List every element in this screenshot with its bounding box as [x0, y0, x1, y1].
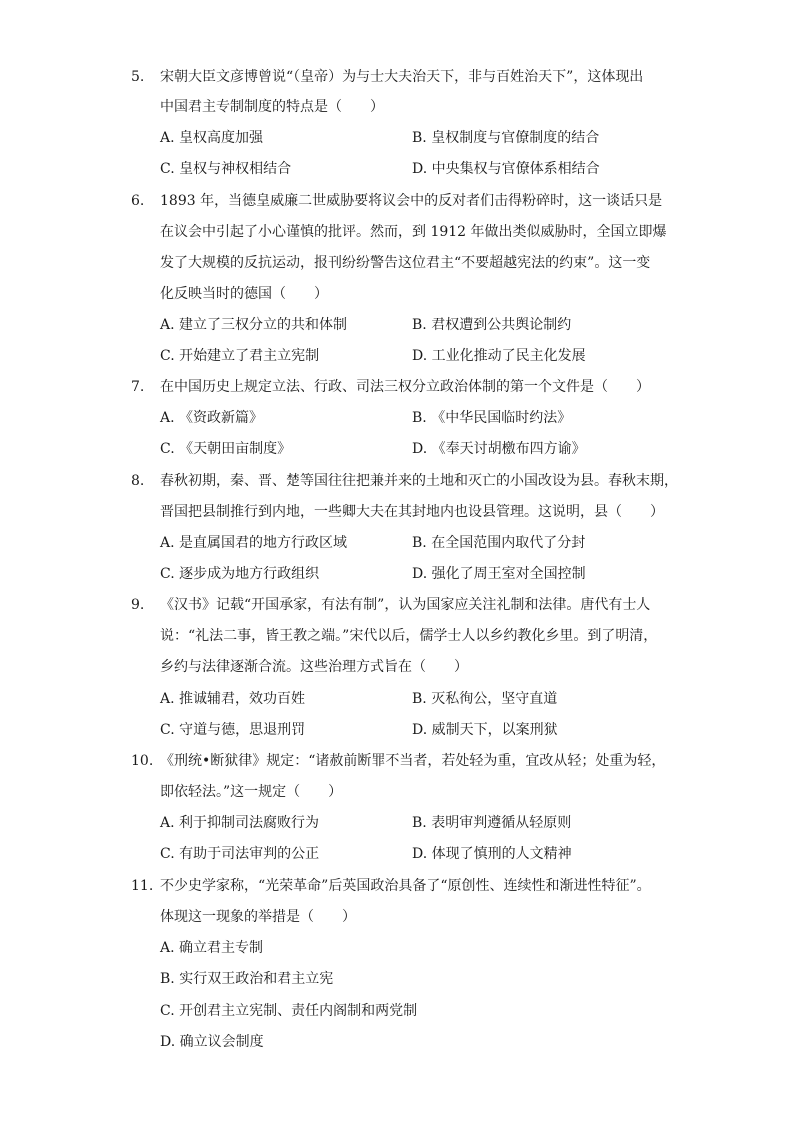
question-stem-line: 《汉书》记载“开国承家，有法有制”，认为国家应关注礼制和法律。唐代有士人: [160, 597, 651, 613]
option-d: D. 工业化推动了民主化发展: [412, 348, 586, 364]
question-stem-line: 春秋初期，秦、晋、楚等国往往把兼并来的土地和灭亡的小国改设为县。春秋末期，: [160, 473, 678, 489]
option-c: C. 皇权与神权相结合: [160, 161, 292, 177]
question-stem-line: 晋国把县制推行到内地，一些卿大夫在其封地内也设县管理。这说明，县（ ）: [160, 504, 664, 520]
option-d: D. 强化了周王室对全国控制: [412, 566, 586, 582]
question-stem-line: 1893 年，当德皇威廉二世威胁要将议会中的反对者们击得粉碎时，这一谈话只是: [160, 193, 663, 209]
question-number: 9.: [131, 597, 145, 613]
question-number: 10.: [131, 753, 154, 769]
question-stem-line: 体现这一现象的举措是（ ）: [160, 909, 356, 925]
question-stem-line: 不少史学家称，“光荣革命”后英国政治具备了“原创性、连续性和渐进性特征”。: [160, 878, 651, 894]
option-b: B. 在全国范围内取代了分封: [412, 535, 586, 551]
option-d: D. 体现了慎刑的人文精神: [412, 846, 572, 862]
option-c: C. 开始建立了君主立宪制: [160, 348, 320, 364]
question-stem-line: 在中国历史上规定立法、行政、司法三权分立政治体制的第一个文件是（ ）: [160, 379, 650, 395]
option-b: B. 灭私徇公，坚守直道: [412, 691, 558, 707]
option-a: A. 《资政新篇》: [160, 410, 264, 426]
option-a: A. 推诚辅君，效功百姓: [160, 691, 306, 707]
question-number: 11.: [131, 878, 154, 894]
option-c: C. 开创君主立宪制、责任内阁制和两党制: [160, 1003, 418, 1019]
option-b: B. 《中华民国临时约法》: [412, 410, 572, 426]
option-b: B. 皇权制度与官僚制度的结合: [412, 130, 600, 146]
question-number: 8.: [131, 473, 145, 489]
option-a: A. 建立了三权分立的共和体制: [160, 317, 348, 333]
option-b: B. 君权遭到公共舆论制约: [412, 317, 572, 333]
question-stem-line: 化反映当时的德国（ ）: [160, 286, 328, 302]
question-stem-line: 乡约与法律逐渐合流。这些治理方式旨在（ ）: [160, 659, 468, 675]
option-a: A. 是直属国君的地方行政区域: [160, 535, 348, 551]
question-number: 7.: [131, 379, 145, 395]
option-d: D. 《奉天讨胡檄布四方谕》: [412, 441, 586, 457]
option-c: C. 逐步成为地方行政组织: [160, 566, 320, 582]
option-b: B. 实行双王政治和君主立宪: [160, 971, 334, 987]
question-stem-line: 说：“礼法二事，皆王教之端。”宋代以后，儒学士人以乡约教化乡里。到了明清，: [160, 628, 658, 644]
question-stem-line: 《刑统•断狱律》规定：“诸赦前断罪不当者，若处轻为重，宜改从轻；处重为轻，: [160, 753, 666, 769]
question-number: 5.: [131, 69, 145, 85]
option-b: B. 表明审判遵循从轻原则: [412, 815, 572, 831]
option-a: A. 皇权高度加强: [160, 130, 264, 146]
option-a: A. 利于抑制司法腐败行为: [160, 815, 320, 831]
question-stem-line: 发了大规模的反抗运动，报刊纷纷警告这位君主“不要超越宪法的约束”。这一变: [160, 255, 651, 271]
option-c: C. 《天朝田亩制度》: [160, 441, 292, 457]
question-stem-line: 中国君主专制制度的特点是（ ）: [160, 99, 384, 115]
option-d: D. 威制天下，以案刑狱: [412, 722, 558, 738]
option-d: D. 确立议会制度: [160, 1034, 264, 1050]
question-stem-line: 即依轻法。”这一规定（ ）: [160, 784, 343, 800]
question-number: 6.: [131, 193, 145, 209]
option-c: C. 有助于司法审判的公正: [160, 846, 320, 862]
question-stem-line: 宋朝大臣文彦博曾说“（皇帝）为与士大夫治天下，非与百姓治天下”，这体现出: [160, 69, 644, 85]
option-c: C. 守道与德，思退刑罚: [160, 722, 306, 738]
question-stem-line: 在议会中引起了小心谨慎的批评。然而，到 1912 年做出类似威胁时，全国立即爆: [160, 224, 667, 240]
option-d: D. 中央集权与官僚体系相结合: [412, 161, 600, 177]
option-a: A. 确立君主专制: [160, 940, 264, 956]
